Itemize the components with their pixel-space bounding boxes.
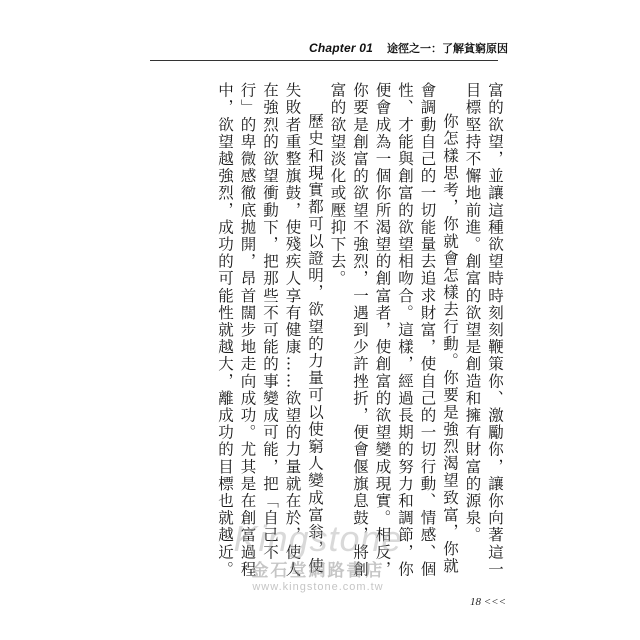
- page-number: 18 <<<: [469, 596, 506, 608]
- paragraph-1: 富的欲望，並讓這種欲望時時刻刻鞭策你、激勵你，讓你向著這一目標堅持不懈地前進。創富的欲望是創造和擁有財富的源泉。: [463, 82, 504, 578]
- watermark-url: www.kingstone.com.tw: [252, 581, 384, 593]
- header-rule: [150, 60, 498, 61]
- running-header: [309, 40, 508, 56]
- paragraph-2: 你怎樣思考，你就會怎樣去行動。你要是強烈渴望致富，你就會調動自己的一切能量去追求財富，使自己的一切行動、情感、個性、才能與創富的欲望相吻合。這樣，經過長期的努力和調節，你便會成為一個你所渴望的創富者，使創富的欲望變成現實。相反，你要是創富的欲望不強烈，一遇到少許挫折，便會偃旗息鼓，將創富的欲望淡化或壓抑下去。: [328, 82, 459, 578]
- chapter-title: 途徑之一：了解貧窮原因: [387, 42, 508, 55]
- vertical-body-text: [214, 82, 507, 582]
- paragraph-3: 歷史和現實都可以證明，欲望的力量可以使窮人變成富翁，使失敗者重整旗鼓，使殘疾人享有健康……欲望的力量就在於，使人在強烈的欲望衝動下，把那些不可能的事變成可能，把「自己不行」的卑微感徹底拋開，昂首闊步地走向成功。尤其是在創富過程中，欲望越強烈，成功的可能性就越大，離成功的目標也就越近。: [216, 82, 324, 578]
- chapter-label: Chapter 01: [308, 41, 373, 55]
- watermark-brand: Kingstone: [233, 518, 403, 559]
- watermark-store-name: 金石堂網路書店: [251, 561, 385, 581]
